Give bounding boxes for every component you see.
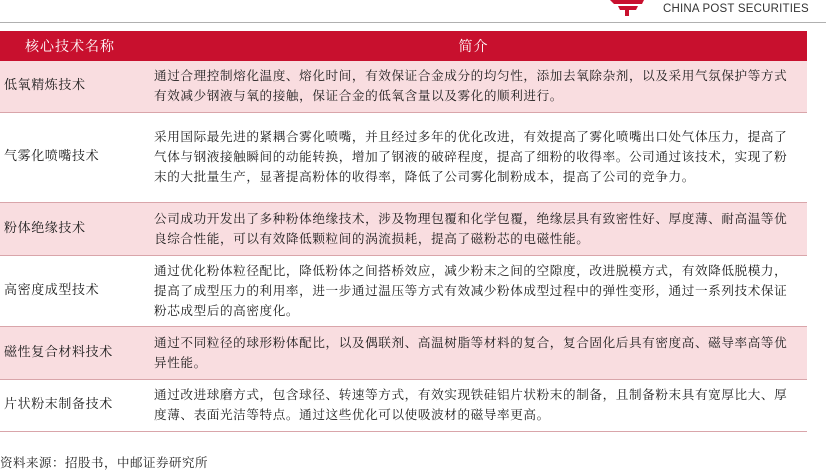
tech-name-cell: 低氧精炼技术 bbox=[0, 61, 140, 112]
table-row bbox=[0, 202, 807, 255]
tech-desc-cell: 通过改进球磨方式，包含球径、转速等方式，有效实现铁硅铝片状粉末的制备，且制备粉末具有宽厚比大、厚度薄、表面光洁等特点。通过这些优化可以使吸波材的磁导率更高。 bbox=[140, 379, 807, 431]
tech-desc-cell: 公司成功开发出了多种粉体绝缘技术，涉及物理包覆和化学包覆，绝缘层具有致密性好、厚度薄、耐高温等优良综合性能，可以有效降低颗粒间的涡流损耗，提高了磁粉芯的电磁性能。 bbox=[140, 202, 807, 255]
brand-name: CHINA POST SECURITIES bbox=[663, 3, 809, 15]
header-divider bbox=[0, 22, 826, 23]
tech-name-cell: 粉体绝缘技术 bbox=[0, 202, 140, 255]
column-header-name: 核心技术名称 bbox=[0, 31, 140, 61]
tech-name-cell: 高密度成型技术 bbox=[0, 255, 140, 326]
tech-name-cell: 气雾化喷嘴技术 bbox=[0, 112, 140, 202]
table-row bbox=[0, 61, 807, 112]
tech-name-cell: 磁性复合材料技术 bbox=[0, 326, 140, 379]
china-post-logo-icon bbox=[608, 0, 646, 16]
tech-desc-cell: 通过不同粒径的球形粉体配比，以及偶联剂、高温树脂等材料的复合，复合固化后具有密度高、磁导率高等优异性能。 bbox=[140, 326, 807, 379]
report-header bbox=[0, 0, 826, 26]
tech-name-cell: 片状粉末制备技术 bbox=[0, 379, 140, 431]
core-technology-table bbox=[0, 31, 807, 432]
table-row bbox=[0, 255, 807, 326]
data-source-note: 资料来源：招股书，中邮证券研究所 bbox=[0, 455, 209, 470]
table-row bbox=[0, 379, 807, 431]
table-row bbox=[0, 326, 807, 379]
tech-desc-cell: 采用国际最先进的紧耦合雾化喷嘴，并且经过多年的优化改进，有效提高了雾化喷嘴出口处气体压力，提高了气体与钢液接触瞬间的动能转换，增加了钢液的破碎程度，提高了细粉的收得率。公司通过该技术，实现了粉末的大批量生产，显著提高粉体的收得率，降低了公司雾化制粉成本，提高了公司的竞争力。 bbox=[140, 112, 807, 202]
table-header-row bbox=[0, 31, 807, 61]
tech-desc-cell: 通过合理控制熔化温度、熔化时间，有效保证合金成分的均匀性，添加去氧除杂剂，以及采用气氛保护等方式有效减少钢液与氧的接触，保证合金的低氧含量以及雾化的顺利进行。 bbox=[140, 61, 807, 112]
tech-desc-cell: 通过优化粉体粒径配比，降低粉体之间搭桥效应，减少粉末之间的空隙度，改进脱模方式，有效降低脱模力，提高了成型压力的利用率，进一步通过温压等方式有效减少粉体成型过程中的弹性变形，通过一系列技术保证粉芯成型后的高密度化。 bbox=[140, 255, 807, 326]
column-header-intro: 简介 bbox=[140, 31, 807, 61]
table-row bbox=[0, 112, 807, 202]
